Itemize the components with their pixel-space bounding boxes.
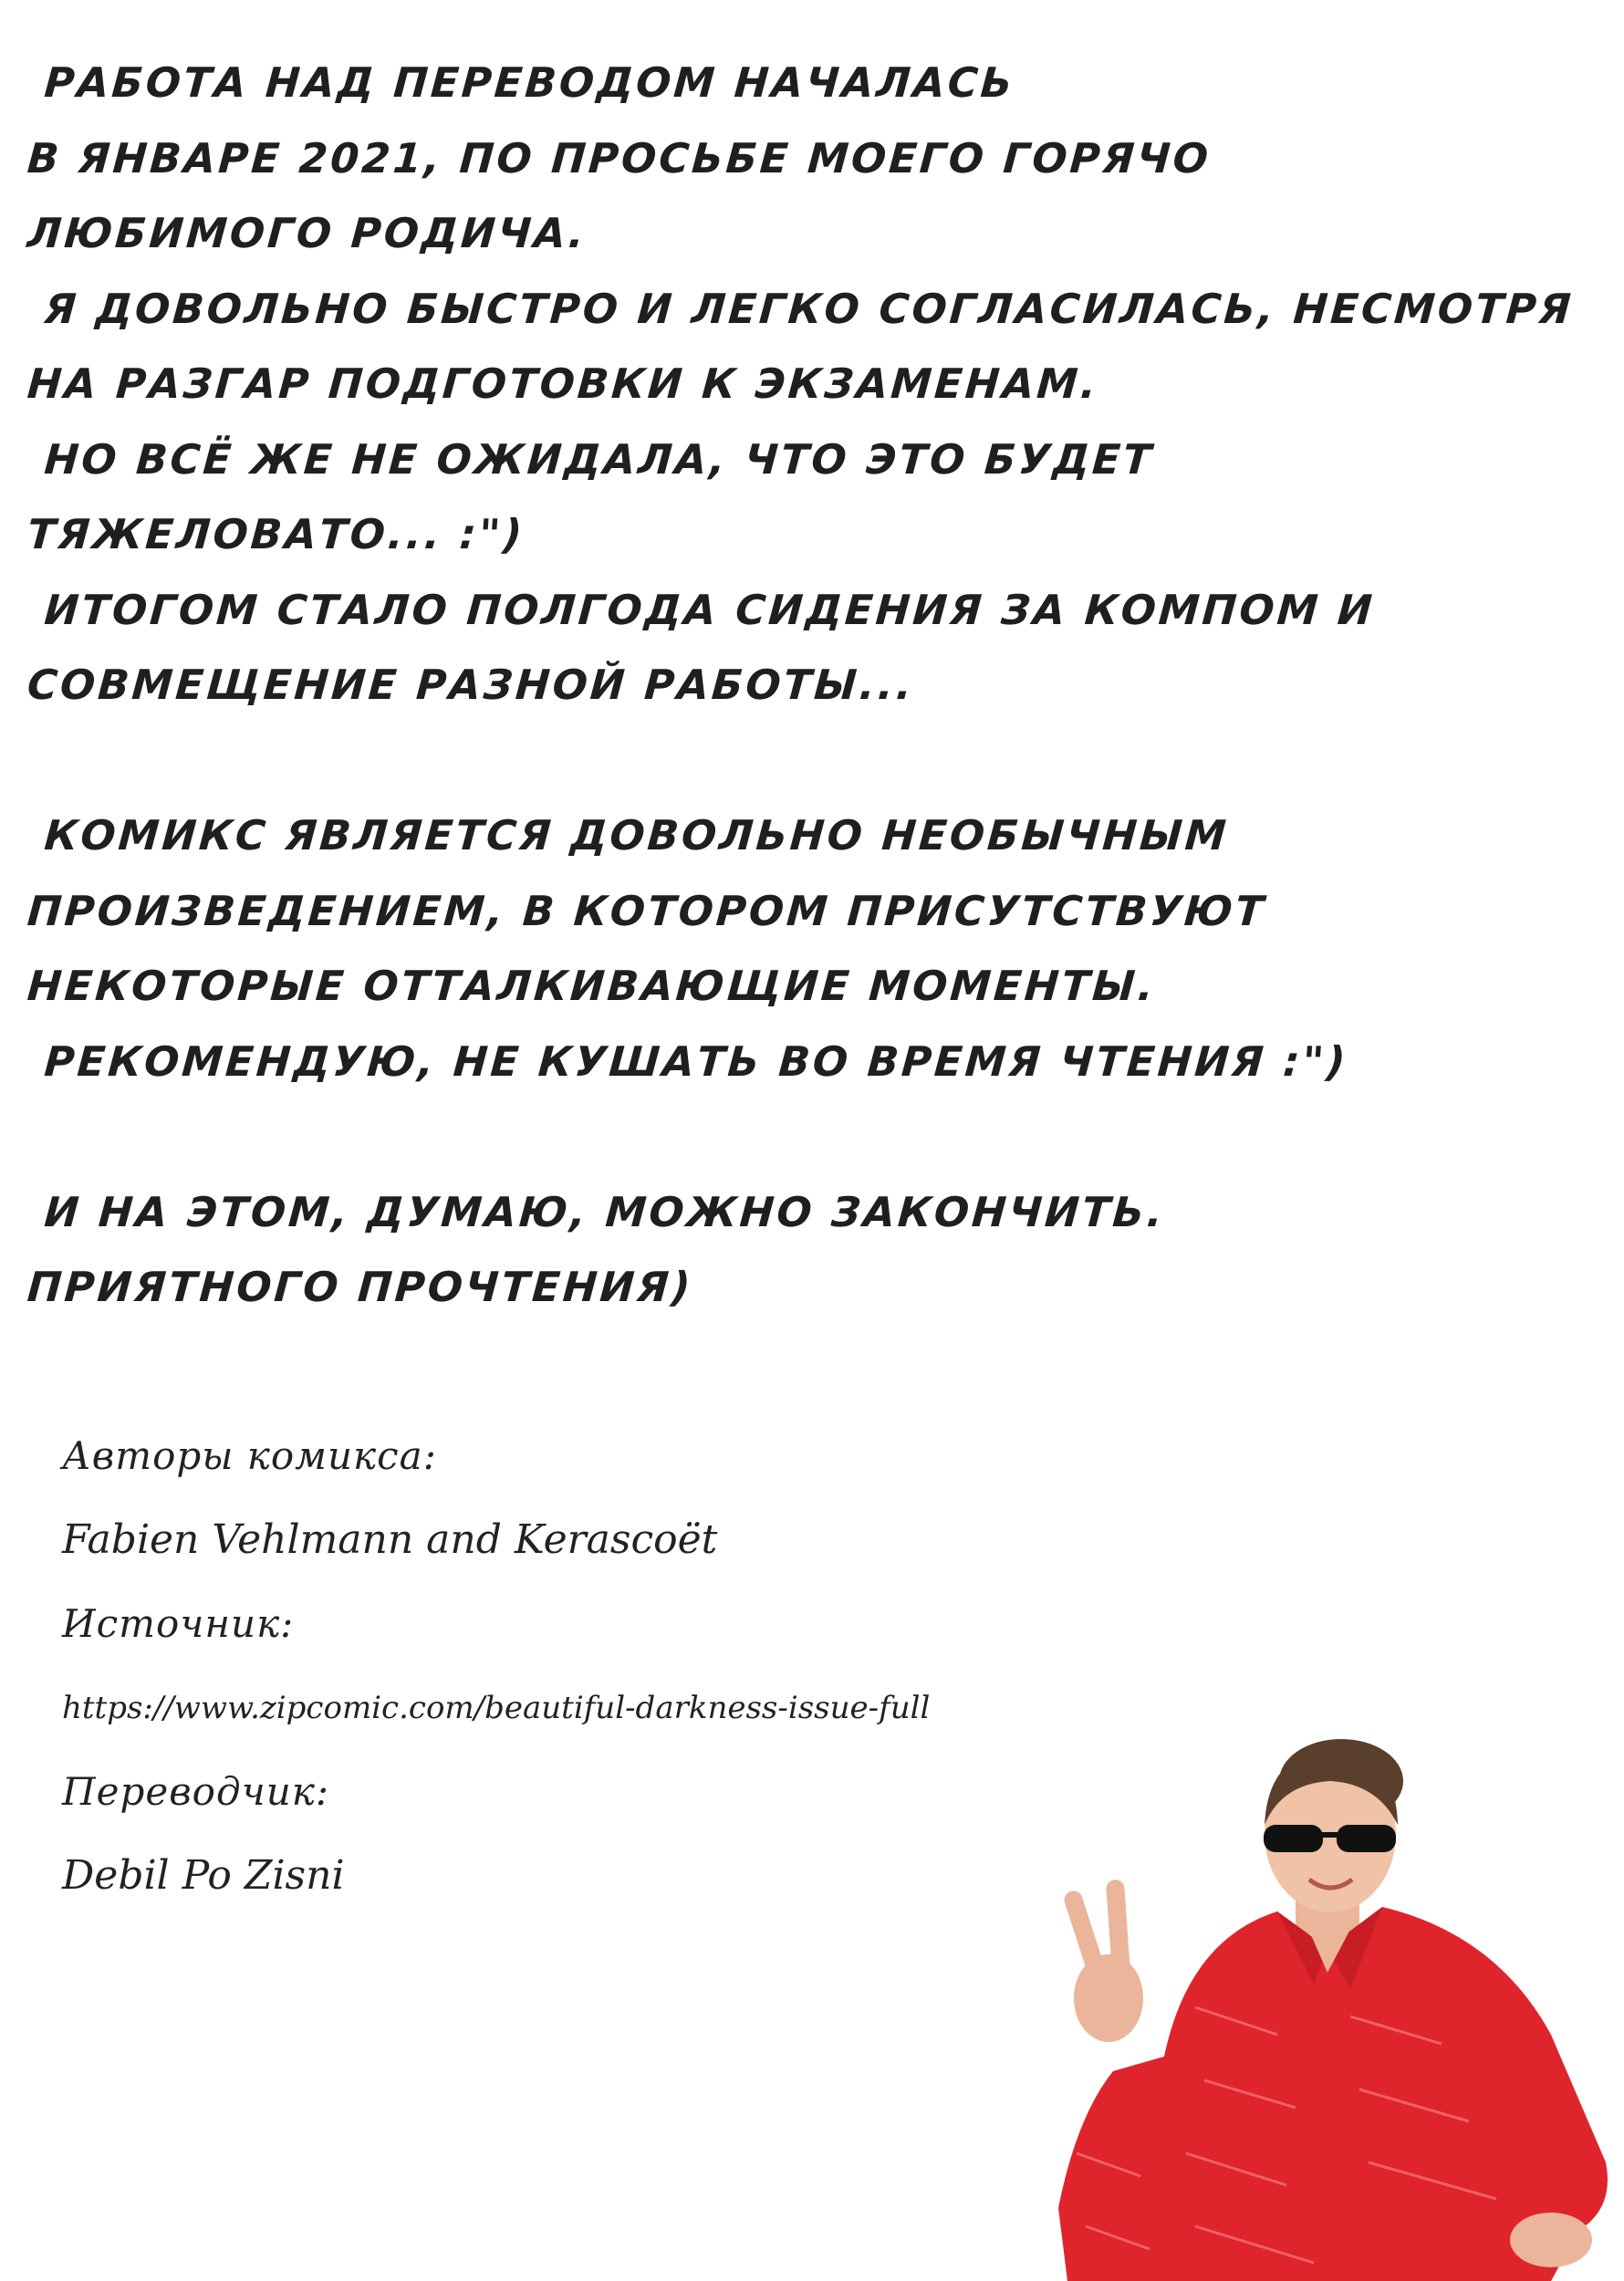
note-line: НО ВСЁ ЖЕ НЕ ОЖИДАЛА, ЧТО ЭТО БУДЕТ (26, 434, 1156, 484)
note-line: ИТОГОМ СТАЛО ПОЛГОДА СИДЕНИЯ ЗА КОМПОМ И (26, 585, 1377, 634)
hand (1074, 1954, 1143, 2042)
note-line: РЕКОМЕНДУЮ, НЕ КУШАТЬ ВО ВРЕМЯ ЧТЕНИЯ :") (26, 1036, 1350, 1086)
translator-label: Переводчик: (62, 1769, 329, 1814)
sunglasses (1264, 1825, 1323, 1852)
note-line: ПРИЯТНОГО ПРОЧТЕНИЯ) (26, 1263, 695, 1311)
note-line: РАБОТА НАД ПЕРЕВОДОМ НАЧАЛАСЬ (26, 58, 1017, 107)
note-line: НА РАЗГАР ПОДГОТОВКИ К ЭКЗАМЕНАМ. (26, 359, 1101, 408)
paragraph-gap (27, 1099, 1597, 1175)
translator-value: Debil Po Zisni (62, 1852, 345, 1899)
paragraph-gap (27, 724, 1597, 799)
note-line: ПРОИЗВЕДЕНИЕМ, В КОТОРОМ ПРИСУТСТВУЮТ (26, 886, 1268, 935)
note-line: ЛЮБИМОГО РОДИЧА. (26, 209, 588, 257)
note-line: НЕКОТОРЫЕ ОТТАЛКИВАЮЩИЕ МОМЕНТЫ. (26, 962, 1158, 1010)
source-label: Источник: (62, 1601, 295, 1646)
authors-label: Авторы комикса: (62, 1433, 437, 1478)
translator-note (27, 46, 1597, 1326)
note-line: ТЯЖЕЛОВАТО... :") (26, 510, 526, 558)
translator-photo-illustration (1040, 1734, 1624, 2281)
note-line: КОМИКС ЯВЛЯЕТСЯ ДОВОЛЬНО НЕОБЫЧНЫМ (26, 811, 1231, 859)
note-line: Я ДОВОЛЬНО БЫСТРО И ЛЕГКО СОГЛАСИЛАСЬ, НЕСМОТРЯ (26, 284, 1576, 333)
note-line: И НА ЭТОМ, ДУМАЮ, МОЖНО ЗАКОНЧИТЬ. (26, 1187, 1167, 1236)
translator-photo (1040, 1734, 1624, 2281)
note-line: СОВМЕЩЕНИЕ РАЗНОЙ РАБОТЫ... (26, 661, 917, 709)
authors-value: Fabien Vehlmann and Kerascoët (62, 1516, 718, 1563)
source-url: https://www.zipcomic.com/beautiful-darkness-issue-full (62, 1690, 931, 1726)
note-line: В ЯНВАРЕ 2021, ПО ПРОСЬБЕ МОЕГО ГОРЯЧО (26, 133, 1213, 182)
